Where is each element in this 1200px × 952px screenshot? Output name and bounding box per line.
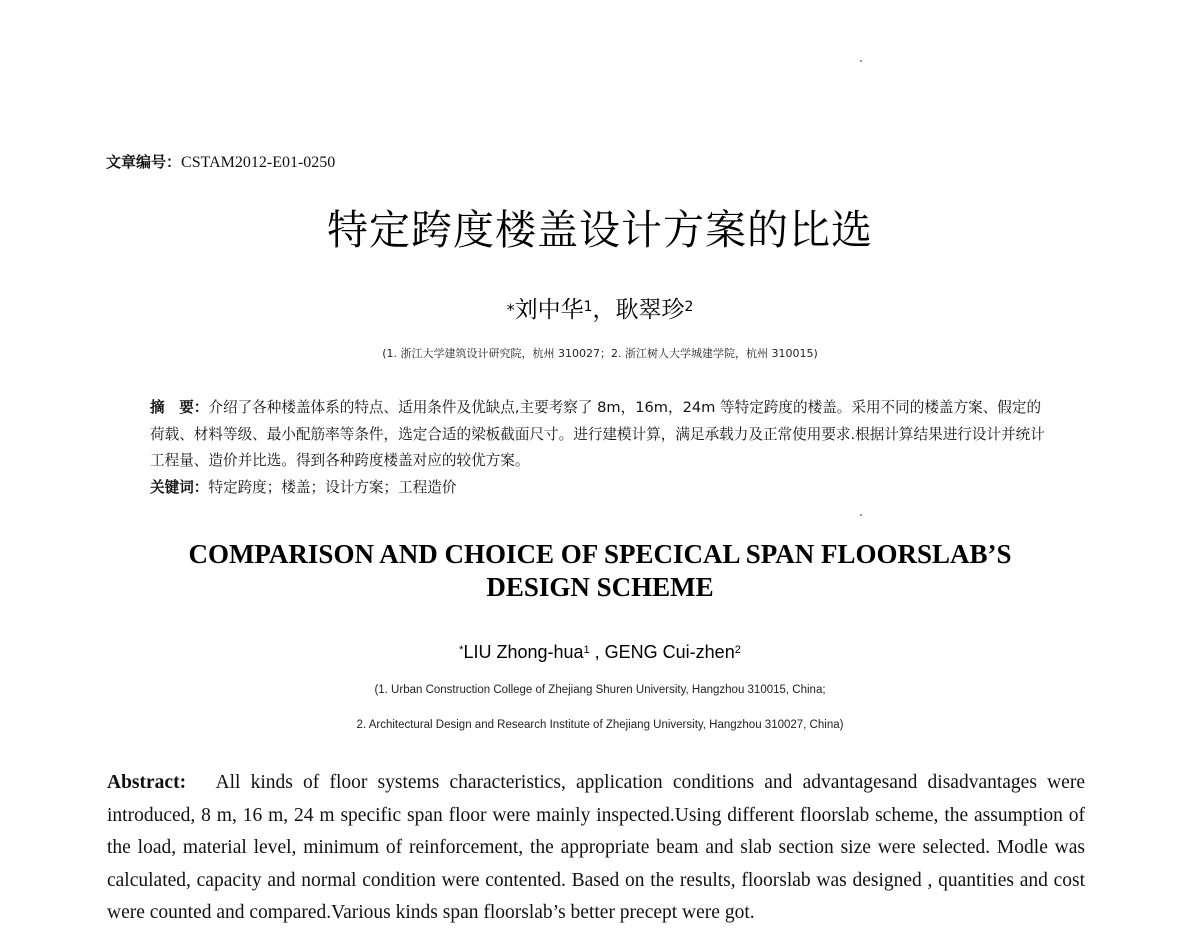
author-separator: ， (592, 297, 616, 323)
author-affiliation-number: 1 (583, 299, 593, 315)
author-name: LIU Zhong-hua (463, 642, 584, 662)
chinese-title: 特定跨度楼盖设计方案的比选 (327, 206, 873, 254)
chinese-abstract (150, 395, 1055, 501)
author-mark: * (459, 644, 464, 656)
chinese-affiliation: (1. 浙江大学建筑设计研究院，杭州 310027；2. 浙江树人大学城建学院，杭州 310015) (382, 347, 818, 360)
english-affiliation-line: 2. Architectural Design and Research Institute of Zhejiang University, Hangzhou 310027, China) (356, 719, 844, 731)
author-mark: * (506, 300, 515, 319)
author-separator: , (589, 642, 605, 662)
author-name: 刘中华 (514, 297, 584, 323)
chinese-keywords-text: 特定跨度；楼盖；设计方案；工程造价 (208, 478, 457, 496)
scan-speck (860, 60, 862, 62)
english-affiliation-line: (1. Urban Construction College of Zhejiang Shuren University, Hangzhou 310015, China; (374, 684, 826, 696)
author-affiliation-number: 1 (583, 644, 590, 656)
english-abstract-text: All kinds of floor systems characteristics, application conditions and advantagesand disadvantages were introduced, 8 m, 16 m, 24 m specific span floor were mainly inspected.Using different floorslab scheme, the assumption of the load, material level, minimum of reinforcement, the appropriate beam and slab section size were selected. Modle was calculated, capacity and normal condition were contented. Based on the results, floorslab was designed , quantities and cost were counted and compared.Various kinds span floorslab’s better precept were got. (107, 772, 1085, 923)
chinese-keywords-label: 关键词： (150, 478, 209, 496)
chinese-abstract-label: 摘 要： (150, 399, 209, 416)
english-title-line: COMPARISON AND CHOICE OF SPECICAL SPAN FLOORSLAB’S (188, 539, 1012, 569)
english-authors (0, 638, 1200, 666)
article-number-label: 文章编号： (106, 153, 182, 171)
chinese-abstract-paragraph (150, 395, 1055, 475)
author-name: 耿翠珍 (615, 297, 685, 323)
article-number-value: CSTAM2012-E01-0250 (181, 154, 336, 171)
scan-speck (860, 514, 862, 516)
author-affiliation-number: 2 (684, 299, 694, 315)
author-name: GENG Cui-zhen (604, 642, 735, 662)
chinese-keywords (150, 475, 1055, 502)
article-number (106, 151, 335, 174)
english-title-line: DESIGN SCHEME (486, 572, 714, 602)
english-abstract (107, 767, 1085, 930)
english-abstract-label: Abstract: (107, 772, 187, 793)
chinese-abstract-text: 介绍了各种楼盖体系的特点、适用条件及优缺点,主要考察了 8m，16m，24m 等特定跨度的楼盖。采用不同的楼盖方案、假定的荷载、材料等级、最小配筋率等条件，选定合适的梁板截面尺寸。进行建模计算，满足承载力及正常使用要求.根据计算结果进行设计并统计工程量、造价并比选。得到各种跨度楼盖对应的较优方案。 (150, 399, 1045, 469)
english-title (0, 538, 1200, 604)
chinese-authors (0, 292, 1200, 328)
author-affiliation-number: 2 (734, 644, 741, 656)
